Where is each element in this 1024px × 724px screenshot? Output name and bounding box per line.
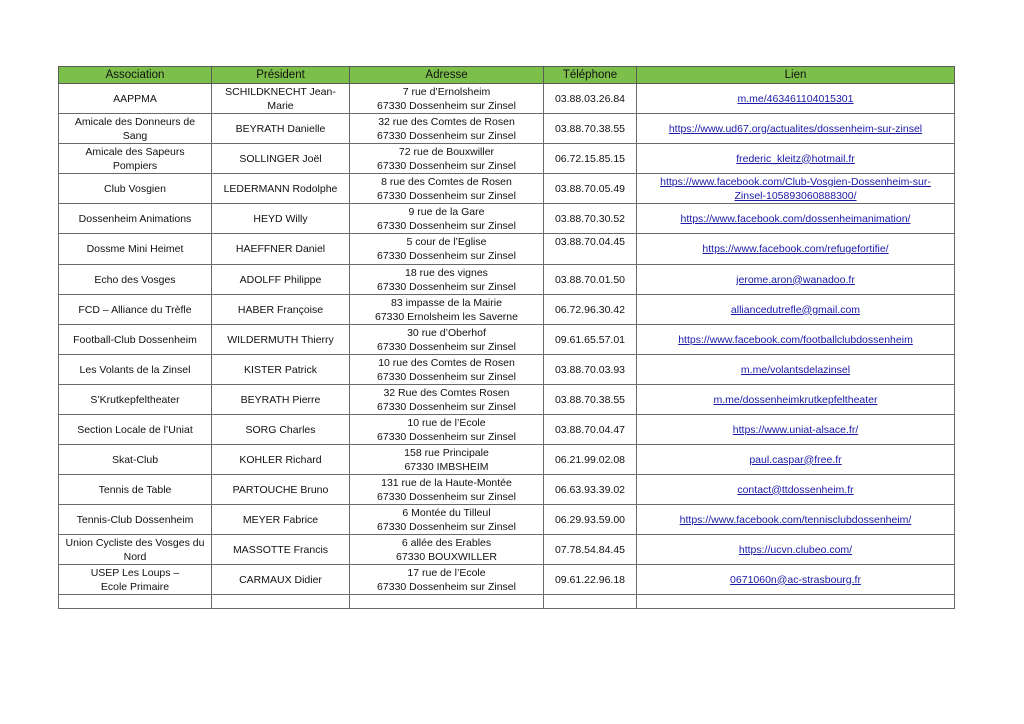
address-line: 67330 Ernolsheim les Saverne bbox=[374, 310, 518, 323]
phone-number: 03.88.70.30.52 bbox=[554, 212, 626, 225]
table-row bbox=[59, 325, 955, 355]
table-row bbox=[59, 265, 955, 295]
address-line: 67330 Dossenheim sur Zinsel bbox=[377, 99, 516, 112]
association-cell bbox=[59, 234, 212, 265]
address-line: 32 Rue des Comtes Rosen bbox=[383, 386, 510, 399]
association-name: Section Locale de l’Uniat bbox=[77, 423, 193, 436]
link-cell bbox=[637, 385, 955, 415]
address-cell bbox=[350, 144, 544, 174]
association-name: Dossenheim Animations bbox=[78, 212, 192, 225]
president-cell bbox=[212, 204, 350, 234]
address-line: 30 rue d’Oberhof bbox=[407, 326, 486, 339]
address-cell bbox=[350, 174, 544, 204]
association-cell bbox=[59, 265, 212, 295]
link-cell bbox=[637, 144, 955, 174]
link-text: https://www.facebook.com/footballclubdossenheim bbox=[678, 333, 913, 346]
association-cell bbox=[59, 325, 212, 355]
association-link[interactable] bbox=[640, 212, 951, 226]
table-body bbox=[59, 84, 955, 609]
association-link[interactable] bbox=[640, 333, 951, 347]
table-row bbox=[59, 445, 955, 475]
address-line: 10 rue de l’Ecole bbox=[407, 416, 486, 429]
association-name: FCD – Alliance du Trèfle bbox=[78, 303, 192, 316]
link-text: https://ucvn.clubeo.com/ bbox=[738, 543, 853, 556]
phone-cell bbox=[544, 475, 637, 505]
association-cell bbox=[59, 565, 212, 595]
association-name: Amicale des Donneurs de Sang bbox=[74, 115, 196, 142]
address-line: 67330 Dossenheim sur Zinsel bbox=[377, 520, 516, 533]
president-name: HEYD Willy bbox=[253, 212, 308, 225]
president-name: HABER Françoise bbox=[237, 303, 324, 316]
table-row bbox=[59, 114, 955, 144]
association-link[interactable] bbox=[640, 273, 951, 287]
association-name: Football-Club Dossenheim bbox=[73, 333, 197, 346]
president-cell bbox=[212, 114, 350, 144]
link-cell bbox=[637, 84, 955, 114]
president-cell bbox=[212, 385, 350, 415]
phone-cell bbox=[544, 295, 637, 325]
link-text: contact@ttdossenheim.fr bbox=[737, 483, 854, 496]
link-cell bbox=[637, 535, 955, 565]
phone-cell bbox=[544, 385, 637, 415]
association-cell bbox=[59, 295, 212, 325]
address-line: 67330 Dossenheim sur Zinsel bbox=[377, 430, 516, 443]
phone-cell bbox=[544, 234, 637, 265]
president-cell bbox=[212, 84, 350, 114]
empty-cell bbox=[59, 595, 212, 609]
link-text: https://www.facebook.com/refugefortifie/ bbox=[702, 243, 889, 255]
association-cell bbox=[59, 144, 212, 174]
address-line: 131 rue de la Haute-Montée bbox=[381, 476, 512, 489]
president-name: SCHILDKNECHT Jean-Marie bbox=[225, 85, 336, 112]
association-name-line: Ecole Primaire bbox=[100, 580, 170, 593]
empty-cell bbox=[637, 595, 955, 609]
header-link: Lien bbox=[637, 67, 955, 84]
address-line: 10 rue des Comtes de Rosen bbox=[378, 356, 515, 369]
president-name: MASSOTTE Francis bbox=[232, 543, 329, 556]
president-name: BEYRATH Pierre bbox=[240, 393, 321, 406]
association-cell bbox=[59, 445, 212, 475]
association-cell bbox=[59, 535, 212, 565]
association-link[interactable] bbox=[640, 423, 951, 437]
link-text: 0671060n@ac-strasbourg.fr bbox=[730, 573, 861, 586]
phone-cell bbox=[544, 265, 637, 295]
president-name: SOLLINGER Joël bbox=[239, 152, 322, 165]
phone-number: 06.72.15.85.15 bbox=[554, 152, 626, 165]
address-cell bbox=[350, 204, 544, 234]
address-cell bbox=[350, 445, 544, 475]
association-name: Union Cycliste des Vosges du Nord bbox=[65, 536, 205, 563]
link-text: Zinsel-105893060888300/ bbox=[734, 189, 857, 202]
president-name: PARTOUCHE Bruno bbox=[232, 483, 329, 496]
address-cell bbox=[350, 84, 544, 114]
link-text: https://www.facebook.com/tennisclubdossenheim/ bbox=[679, 513, 912, 526]
address-cell bbox=[350, 114, 544, 144]
president-name: WILDERMUTH Thierry bbox=[227, 333, 334, 346]
phone-cell bbox=[544, 535, 637, 565]
address-cell bbox=[350, 505, 544, 535]
phone-cell bbox=[544, 565, 637, 595]
address-line: 83 impasse de la Mairie bbox=[391, 296, 502, 309]
phone-cell bbox=[544, 445, 637, 475]
table-row bbox=[59, 385, 955, 415]
association-cell bbox=[59, 84, 212, 114]
address-line: 67330 Dossenheim sur Zinsel bbox=[377, 370, 516, 383]
association-name: Club Vosgien bbox=[104, 182, 166, 195]
president-cell bbox=[212, 295, 350, 325]
address-line: 158 rue Principale bbox=[404, 446, 489, 459]
header-address: Adresse bbox=[350, 67, 544, 84]
association-name: Skat-Club bbox=[111, 453, 159, 466]
president-cell bbox=[212, 325, 350, 355]
president-cell bbox=[212, 475, 350, 505]
association-cell bbox=[59, 355, 212, 385]
address-line: 5 cour de l’Eglise bbox=[406, 236, 487, 248]
president-name: HAEFFNER Daniel bbox=[235, 243, 326, 255]
link-cell bbox=[637, 174, 955, 204]
address-cell bbox=[350, 234, 544, 265]
address-cell bbox=[350, 325, 544, 355]
link-text: https://www.uniat-alsace.fr/ bbox=[732, 423, 859, 436]
association-link[interactable] bbox=[640, 92, 951, 106]
association-link[interactable] bbox=[640, 393, 951, 407]
president-cell bbox=[212, 144, 350, 174]
address-line: 67330 Dossenheim sur Zinsel bbox=[377, 129, 516, 142]
table-row bbox=[59, 355, 955, 385]
address-line: 72 rue de Bouxwiller bbox=[398, 145, 495, 158]
president-cell bbox=[212, 174, 350, 204]
table-row bbox=[59, 415, 955, 445]
association-link[interactable] bbox=[640, 175, 951, 203]
address-line: 67330 Dossenheim sur Zinsel bbox=[377, 580, 516, 593]
association-name-line: USEP Les Loups – bbox=[90, 566, 180, 579]
link-text: m.me/dossenheimkrutkepfeltheater bbox=[713, 393, 878, 406]
association-name: Amicale des Sapeurs Pompiers bbox=[85, 145, 185, 172]
phone-number: 03.88.70.04.45 bbox=[554, 236, 626, 248]
association-link[interactable] bbox=[640, 543, 951, 557]
table-row bbox=[59, 565, 955, 595]
address-cell bbox=[350, 265, 544, 295]
association-name: Dossme Mini Heimet bbox=[86, 243, 184, 255]
president-cell bbox=[212, 355, 350, 385]
president-cell bbox=[212, 535, 350, 565]
table-row bbox=[59, 475, 955, 505]
link-text: alliancedutrefle@gmail.com bbox=[730, 303, 861, 316]
phone-cell bbox=[544, 144, 637, 174]
address-cell bbox=[350, 295, 544, 325]
phone-cell bbox=[544, 415, 637, 445]
association-name: Tennis de Table bbox=[98, 483, 172, 496]
phone-cell bbox=[544, 355, 637, 385]
president-name: MEYER Fabrice bbox=[242, 513, 319, 526]
phone-cell bbox=[544, 114, 637, 144]
association-cell bbox=[59, 415, 212, 445]
link-text: m.me/volantsdelazinsel bbox=[740, 363, 851, 376]
address-cell bbox=[350, 475, 544, 505]
association-name: AAPPMA bbox=[113, 92, 157, 105]
link-cell bbox=[637, 445, 955, 475]
association-name: Les Volants de la Zinsel bbox=[79, 363, 191, 376]
phone-number: 03.88.70.05.49 bbox=[554, 182, 626, 195]
president-name: KOHLER Richard bbox=[239, 453, 322, 466]
table-row bbox=[59, 234, 955, 265]
table-row bbox=[59, 535, 955, 565]
association-cell bbox=[59, 385, 212, 415]
table-row-empty bbox=[59, 595, 955, 609]
association-link[interactable] bbox=[640, 152, 951, 166]
president-name: ADOLFF Philippe bbox=[239, 273, 322, 286]
address-line: 67330 Dossenheim sur Zinsel bbox=[377, 280, 516, 293]
address-line: 67330 Dossenheim sur Zinsel bbox=[377, 159, 516, 172]
president-name: CARMAUX Didier bbox=[239, 573, 322, 586]
president-cell bbox=[212, 234, 350, 265]
address-line: 9 rue de la Gare bbox=[408, 205, 485, 218]
phone-cell bbox=[544, 174, 637, 204]
address-line: 17 rue de l’Ecole bbox=[407, 566, 486, 579]
president-cell bbox=[212, 505, 350, 535]
link-cell bbox=[637, 475, 955, 505]
phone-number: 06.63.93.39.02 bbox=[554, 483, 626, 496]
phone-number: 09.61.65.57.01 bbox=[554, 333, 626, 346]
link-text: https://www.facebook.com/dossenheimanimation/ bbox=[680, 212, 911, 225]
phone-cell bbox=[544, 505, 637, 535]
phone-cell bbox=[544, 325, 637, 355]
header-phone: Téléphone bbox=[544, 67, 637, 84]
address-line: 67330 Dossenheim sur Zinsel bbox=[377, 400, 516, 413]
link-text: paul.caspar@free.fr bbox=[749, 453, 842, 466]
association-link[interactable] bbox=[640, 483, 951, 497]
association-cell bbox=[59, 114, 212, 144]
address-line: 6 Montée du Tilleul bbox=[402, 506, 491, 519]
address-line: 67330 BOUXWILLER bbox=[396, 550, 497, 563]
link-cell bbox=[637, 355, 955, 385]
association-link[interactable] bbox=[640, 242, 951, 256]
president-cell bbox=[212, 565, 350, 595]
link-text: https://www.ud67.org/actualites/dossenheim-sur-zinsel bbox=[668, 122, 923, 135]
address-line: 7 rue d’Ernolsheim bbox=[402, 85, 491, 98]
phone-number: 03.88.03.26.84 bbox=[554, 92, 626, 105]
phone-number: 09.61.22.96.18 bbox=[554, 573, 626, 586]
association-name: Tennis-Club Dossenheim bbox=[76, 513, 194, 526]
address-cell bbox=[350, 535, 544, 565]
table-row bbox=[59, 144, 955, 174]
president-name: BEYRATH Danielle bbox=[235, 122, 326, 135]
table-row bbox=[59, 174, 955, 204]
association-link[interactable] bbox=[640, 453, 951, 467]
phone-cell bbox=[544, 84, 637, 114]
link-cell bbox=[637, 204, 955, 234]
table-row bbox=[59, 505, 955, 535]
address-line: 67330 Dossenheim sur Zinsel bbox=[377, 340, 516, 353]
link-cell bbox=[637, 265, 955, 295]
link-text: https://www.facebook.com/Club-Vosgien-Dossenheim-sur- bbox=[660, 175, 931, 188]
link-cell bbox=[637, 325, 955, 355]
header-president: Président bbox=[212, 67, 350, 84]
president-name: KISTER Patrick bbox=[244, 363, 317, 376]
phone-number: 06.29.93.59.00 bbox=[554, 513, 626, 526]
address-line: 8 rue des Comtes de Rosen bbox=[381, 175, 512, 188]
header-association: Association bbox=[59, 67, 212, 84]
phone-number: 03.88.70.38.55 bbox=[554, 122, 626, 135]
address-line: 67330 Dossenheim sur Zinsel bbox=[377, 189, 516, 202]
association-name: S’Krutkepfeltheater bbox=[90, 393, 180, 406]
association-link[interactable] bbox=[640, 122, 951, 136]
address-cell bbox=[350, 415, 544, 445]
empty-cell bbox=[350, 595, 544, 609]
phone-number: 03.88.70.04.47 bbox=[554, 423, 626, 436]
associations-table bbox=[58, 66, 955, 609]
address-line: 67330 Dossenheim sur Zinsel bbox=[377, 219, 516, 232]
president-cell bbox=[212, 415, 350, 445]
address-line: 6 allée des Erables bbox=[401, 536, 492, 549]
phone-number: 03.88.70.03.93 bbox=[554, 363, 626, 376]
table-row bbox=[59, 295, 955, 325]
table-header-row bbox=[59, 67, 955, 84]
president-name: LEDERMANN Rodolphe bbox=[223, 182, 338, 195]
link-cell bbox=[637, 565, 955, 595]
table-row bbox=[59, 84, 955, 114]
association-cell bbox=[59, 204, 212, 234]
link-cell bbox=[637, 114, 955, 144]
link-text: jerome.aron@wanadoo.fr bbox=[736, 273, 855, 286]
address-line: 32 rue des Comtes de Rosen bbox=[378, 115, 515, 128]
address-line: 67330 Dossenheim sur Zinsel bbox=[377, 250, 516, 262]
president-cell bbox=[212, 265, 350, 295]
association-link[interactable] bbox=[640, 513, 951, 527]
address-line: 67330 IMBSHEIM bbox=[404, 460, 489, 473]
link-text: m.me/463461104015301 bbox=[737, 92, 854, 105]
table-row bbox=[59, 204, 955, 234]
empty-cell bbox=[544, 595, 637, 609]
empty-cell bbox=[212, 595, 350, 609]
phone-cell bbox=[544, 204, 637, 234]
address-cell bbox=[350, 385, 544, 415]
link-cell bbox=[637, 505, 955, 535]
phone-number: 06.72.96.30.42 bbox=[554, 303, 626, 316]
address-cell bbox=[350, 565, 544, 595]
association-name: Echo des Vosges bbox=[94, 273, 176, 286]
phone-number: 07.78.54.84.45 bbox=[554, 543, 626, 556]
phone-number: 03.88.70.01.50 bbox=[554, 273, 626, 286]
association-link[interactable] bbox=[640, 363, 951, 377]
link-cell bbox=[637, 234, 955, 265]
association-cell bbox=[59, 174, 212, 204]
phone-number: 03.88.70.38.55 bbox=[554, 393, 626, 406]
address-line: 67330 Dossenheim sur Zinsel bbox=[377, 490, 516, 503]
president-cell bbox=[212, 445, 350, 475]
phone-number: 06.21.99.02.08 bbox=[554, 453, 626, 466]
link-cell bbox=[637, 295, 955, 325]
address-line: 18 rue des vignes bbox=[405, 266, 488, 279]
link-text: frederic_kleitz@hotmail.fr bbox=[736, 152, 855, 165]
association-cell bbox=[59, 475, 212, 505]
president-name: SORG Charles bbox=[245, 423, 316, 436]
association-link[interactable] bbox=[640, 573, 951, 587]
link-cell bbox=[637, 415, 955, 445]
address-cell bbox=[350, 355, 544, 385]
association-cell bbox=[59, 505, 212, 535]
association-link[interactable] bbox=[640, 303, 951, 317]
